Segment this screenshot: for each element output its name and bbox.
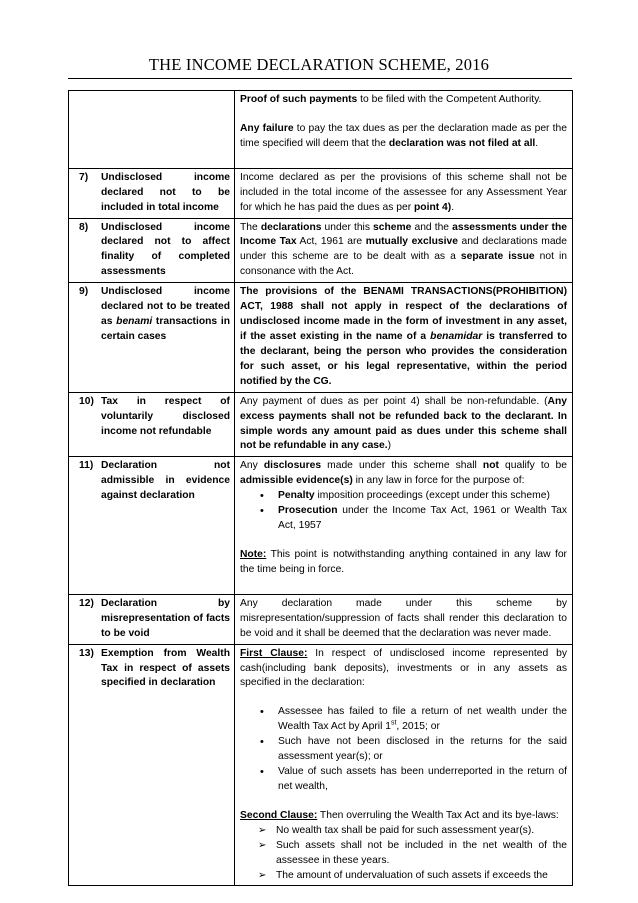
text: . <box>535 137 539 149</box>
bold-text: separate issue <box>460 251 535 263</box>
text: under this <box>321 221 374 233</box>
row-heading-cell <box>69 457 235 594</box>
bold-text: point 4) <box>414 201 452 213</box>
paragraph <box>240 809 567 824</box>
text: Assessee has failed to file a return of net wealth under the Wealth Tax Act by April 1 <box>278 706 567 733</box>
text: transactions in certain cases <box>101 316 230 342</box>
list-item <box>262 869 567 884</box>
list-item <box>268 765 567 795</box>
table-row <box>69 644 573 886</box>
paragraph <box>240 285 567 389</box>
row-heading-text: Undisclosed income declared not to be included in total income <box>101 171 230 213</box>
paragraph <box>240 122 567 152</box>
row-content-cell <box>235 91 573 169</box>
text: not in consonance with the Act. <box>240 251 567 278</box>
row-heading <box>79 459 230 504</box>
row-number: 8) <box>79 221 89 233</box>
bold-text: mutually exclusive <box>365 236 458 248</box>
row-heading-cell <box>69 594 235 644</box>
paragraph <box>240 459 567 489</box>
spacer <box>240 578 567 592</box>
text: Act, 1961 are <box>296 236 366 248</box>
spacer <box>240 795 567 809</box>
text: Any payment of dues as per point 4) shall be non-refundable. ( <box>240 395 548 407</box>
bullet-list <box>268 489 567 534</box>
row-heading <box>79 171 230 216</box>
row-number: 11) <box>79 460 94 472</box>
row-heading-text: Undisclosed income declared not to affect finality of completed assessments <box>101 221 230 278</box>
scheme-table <box>68 90 573 886</box>
row-content-cell <box>235 392 573 457</box>
row-content-cell <box>235 644 573 886</box>
row-heading-text <box>101 285 230 345</box>
row-heading-text: Exemption from Wealth Tax in respect of assets specified in declaration <box>101 647 230 689</box>
list-item <box>268 735 567 765</box>
text: The <box>240 221 261 233</box>
bold-text: Proof of such payments <box>240 94 358 105</box>
table-row <box>69 457 573 594</box>
text: ) <box>387 440 392 452</box>
bold-text: disclosures <box>263 460 322 472</box>
spacer <box>240 534 567 548</box>
table-row <box>69 392 573 457</box>
paragraph: Any declaration made under this scheme by misrepresentation/suppression of facts shall render this declaration to be void and it shall be deemed that the declaration was never made. <box>240 597 567 639</box>
arrow-list <box>262 824 567 884</box>
row-heading <box>79 221 230 281</box>
bold-text: admissible evidence(s) <box>240 475 353 487</box>
text: , 2015; or <box>396 721 440 733</box>
text: under the Income Tax Act, 1961 or Wealth Tax Act, 1957 <box>278 505 567 532</box>
row-content-cell <box>235 283 573 392</box>
row-heading-cell <box>69 392 235 457</box>
row-heading-cell <box>69 283 235 392</box>
text: Such assets shall not be included in the net wealth of the assessee in these years. <box>276 839 567 866</box>
text: to pay the tax dues as per the declaration made as per the time specified will deem that the <box>240 122 567 149</box>
row-content-cell <box>235 457 573 594</box>
text: Value of such assets has been underreported in the return of net wealth, <box>278 766 567 792</box>
row-number: 7) <box>79 171 89 183</box>
text: Such have not been disclosed in the returns for the said assessment year(s); or <box>278 736 567 763</box>
table-row <box>69 91 573 169</box>
clause-label: Second Clause: <box>240 809 318 821</box>
italic-text: benami <box>116 316 153 328</box>
italic-text: benamidar <box>430 330 483 342</box>
list-item <box>262 824 567 839</box>
superscript: st <box>390 719 397 727</box>
text: and the <box>411 221 453 233</box>
row-number: 9) <box>79 286 89 298</box>
table-row <box>69 594 573 644</box>
row-heading-cell <box>69 91 235 169</box>
bold-text: The provisions of the BENAMI TRANSACTIONS(PROHIBITION) ACT, 1988 shall not apply in respect of the declarations of undisclosed income made in the form of investment in any asset, if the asset existing in the name of a <box>240 286 567 342</box>
list-item <box>268 489 567 504</box>
bold-text: scheme <box>373 221 412 233</box>
bold-text: not <box>482 460 499 472</box>
text: Any <box>240 460 264 472</box>
row-content-cell <box>235 594 573 644</box>
row-heading-text: Tax in respect of voluntarily disclosed income not refundable <box>101 395 230 437</box>
row-heading <box>79 597 230 642</box>
clause-label: First Clause: <box>240 647 308 659</box>
page-title: THE INCOME DECLARATION SCHEME, 2016 <box>148 55 490 74</box>
text: No wealth tax shall be paid for such assessment year(s). <box>276 824 535 836</box>
row-heading <box>79 395 230 440</box>
table-row <box>69 168 573 218</box>
row-content-cell <box>235 218 573 283</box>
bold-text: Any failure <box>240 122 294 134</box>
bold-text: Penalty <box>278 490 315 502</box>
paragraph <box>240 647 567 692</box>
bold-text: declarations <box>260 221 322 233</box>
spacer <box>240 691 567 705</box>
text: In respect of undisclosed income represented by cash(including bank deposits), investments or in any assets as specified in the declaration: <box>240 647 567 689</box>
text: Undisclosed income declared not to be treated as <box>101 286 230 328</box>
list-item <box>268 504 567 534</box>
paragraph <box>240 221 567 281</box>
row-heading-cell <box>69 644 235 886</box>
bold-text: declaration was not filed at all <box>388 137 536 149</box>
text: and declarations made under this scheme are to be dealt with as a <box>240 236 568 263</box>
text: in any law in force for the purpose of: <box>352 475 525 487</box>
spacer <box>240 152 567 166</box>
row-heading-cell <box>69 218 235 283</box>
row-number: 12) <box>79 597 94 609</box>
list-item <box>262 839 567 869</box>
note-label: Note: <box>240 548 267 560</box>
bold-text: Prosecution <box>278 505 338 517</box>
row-number: 10) <box>79 395 94 407</box>
text: Then overruling the Wealth Tax Act and its bye-laws: <box>317 809 559 821</box>
bold-text: Any excess payments shall not be refunded back to the declarant. In simple words any amount paid as dues under this scheme shall not be refundable in any case. <box>240 395 567 452</box>
row-heading <box>79 647 230 692</box>
spacer <box>240 108 567 122</box>
paragraph <box>240 171 567 216</box>
row-heading-text: Declaration not admissible in evidence against declaration <box>101 460 230 502</box>
bold-text: is transferred to the declarant, being the person who provides the consideration for such asset, or his legal representative, within the period notified by the CG. <box>240 330 567 387</box>
list-item <box>268 705 567 735</box>
row-heading-cell <box>69 168 235 218</box>
table-row <box>69 218 573 283</box>
text: Income declared as per the provisions of this scheme shall not be included in the total income of the assessee for any Assessment Year for which he has paid the dues as per <box>240 171 567 213</box>
row-content-cell <box>235 168 573 218</box>
note-paragraph <box>240 548 567 578</box>
title-rule <box>68 78 572 79</box>
paragraph <box>240 395 567 455</box>
text: made under this scheme shall <box>321 460 483 472</box>
text: to be filed with the Competent Authority. <box>357 94 542 105</box>
row-heading-text: Declaration by misrepresentation of facts to be void <box>101 597 230 639</box>
row-heading <box>79 285 230 345</box>
text: qualify to be <box>498 460 567 472</box>
paragraph <box>240 93 567 108</box>
table-row <box>69 283 573 392</box>
text: . <box>451 201 455 213</box>
bold-text: assessments under the Income Tax <box>240 221 567 248</box>
text: The amount of undervaluation of such assets if exceeds the <box>276 869 548 881</box>
bullet-list <box>268 705 567 795</box>
text: This point is notwithstanding anything contained in any law for the time being in force. <box>240 548 567 575</box>
text: imposition proceedings (except under this scheme) <box>314 490 550 502</box>
row-number: 13) <box>79 647 94 659</box>
